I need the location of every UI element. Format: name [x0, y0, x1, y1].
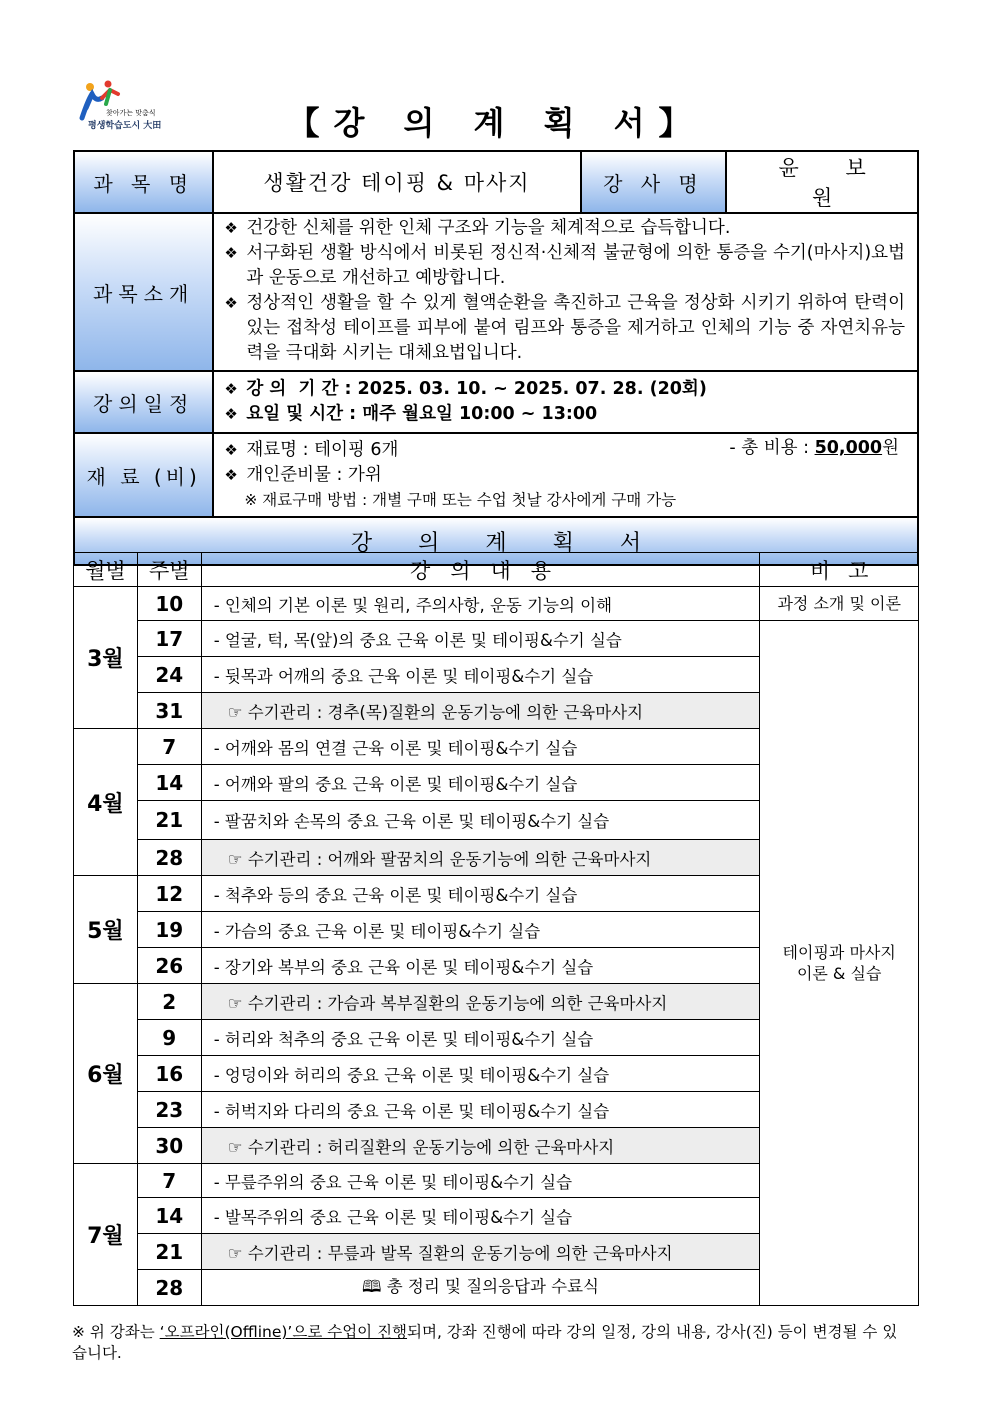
table-row	[74, 621, 919, 657]
week-cell: 17	[137, 621, 201, 657]
materials-personal: ❖ 개인준비물 : 가위	[224, 463, 907, 488]
content-cell: - 허리와 척추의 중요 근육 이론 및 테이핑&수기 실습	[201, 1020, 760, 1056]
week-cell: 31	[137, 693, 201, 729]
materials-label: 재 료 (비)	[74, 433, 213, 517]
month-cell: 4월	[74, 729, 138, 876]
content-cell: - 허벅지와 다리의 중요 근육 이론 및 테이핑&수기 실습	[201, 1092, 760, 1128]
content-cell: ☞ 수기관리 : 허리질환의 운동기능에 의한 근육마사지	[201, 1128, 760, 1164]
content-cell: 🕮 총 정리 및 질의응답과 수료식	[201, 1270, 760, 1306]
content-cell: - 뒷목과 어깨의 중요 근육 이론 및 테이핑&수기 실습	[201, 657, 760, 693]
content-cell: ☞ 수기관리 : 가슴과 복부질환의 운동기능에 의한 근육마사지	[201, 984, 760, 1020]
content-cell: - 발목주위의 중요 근육 이론 및 테이핑&수기 실습	[201, 1198, 760, 1234]
content-cell: ☞ 수기관리 : 어깨와 팔꿈치의 운동기능에 의한 근육마사지	[201, 840, 760, 876]
logo-tagline: 찾아가는 맞춤식	[106, 109, 156, 117]
week-cell: 21	[137, 1234, 201, 1270]
week-cell: 19	[137, 912, 201, 948]
content-cell: - 무릎주위의 중요 근육 이론 및 테이핑&수기 실습	[201, 1164, 760, 1198]
content-cell: ☞ 수기관리 : 경추(목)질환의 운동기능에 의한 근육마사지	[201, 693, 760, 729]
cost-unit: 원	[882, 438, 899, 458]
week-cell: 30	[137, 1128, 201, 1164]
week-cell: 12	[137, 876, 201, 912]
intro-label: 과목소개	[74, 213, 213, 371]
week-cell: 7	[137, 729, 201, 765]
content-cell: - 어깨와 몸의 연결 근육 이론 및 테이핑&수기 실습	[201, 729, 760, 765]
schedule-period: ❖ 강 의 기 간 : 2025. 03. 10. ~ 2025. 07. 28. (20회)	[224, 377, 907, 402]
materials-name: ❖ 재료명 : 테이핑 6개	[224, 438, 907, 463]
week-cell: 14	[137, 1198, 201, 1234]
week-cell: 14	[137, 765, 201, 801]
week-cell: 28	[137, 840, 201, 876]
content-cell: - 얼굴, 턱, 목(앞)의 중요 근육 이론 및 테이핑&수기 실습	[201, 621, 760, 657]
header-remark: 비고	[760, 553, 919, 587]
content-cell: ☞ 수기관리 : 무릎과 발목 질환의 운동기능에 의한 근육마사지	[201, 1234, 760, 1270]
instructor-value: 윤 보 원	[726, 151, 918, 213]
footer-part3: 되며, 강좌 진행에 따라 강의 일정, 강의 내용, 강사(진) 등이 변경될 수 있습니다.	[72, 1323, 898, 1362]
remark-cell: 과정 소개 및 이론	[760, 587, 919, 621]
month-cell: 7월	[74, 1164, 138, 1306]
footer-note	[72, 1322, 912, 1364]
header-week: 주별	[137, 553, 201, 587]
schedule-content	[213, 371, 918, 433]
course-info-table	[73, 150, 919, 566]
intro-item: ❖ 정상적인 생활을 할 수 있게 혈액순환을 촉진하고 근육을 정상화 시키기 위하여 탄력이 있는 접착성 테이프를 피부에 붙여 림프와 통증을 제거하고 인체의 기능 중 자연치유능력을 극대화 시키는 대체요법입니다.	[224, 291, 905, 366]
content-cell: - 팔꿈치와 손목의 중요 근육 이론 및 테이핑&수기 실습	[201, 801, 760, 840]
month-cell: 6월	[74, 984, 138, 1164]
week-cell: 24	[137, 657, 201, 693]
content-cell: - 어깨와 팔의 중요 근육 이론 및 테이핑&수기 실습	[201, 765, 760, 801]
remark-line: 이론 & 실습	[796, 964, 882, 983]
intro-item: ❖ 서구화된 생활 방식에서 비롯된 정신적·신체적 불균형에 의한 통증을 수기(마사지)요법과 운동으로 개선하고 예방합니다.	[224, 241, 905, 291]
intro-item: ❖ 건강한 신체를 위한 인체 구조와 기능을 체계적으로 습득합니다.	[224, 216, 905, 241]
week-cell: 28	[137, 1270, 201, 1306]
content-cell: - 가슴의 중요 근육 이론 및 테이핑&수기 실습	[201, 912, 760, 948]
week-cell: 26	[137, 948, 201, 984]
lecture-plan-table	[73, 552, 919, 1306]
plan-title: 강의계획서	[74, 517, 918, 565]
content-cell: - 척추와 등의 중요 근육 이론 및 테이핑&수기 실습	[201, 876, 760, 912]
week-cell: 23	[137, 1092, 201, 1128]
logo-name: 평생학습도시 大田	[88, 121, 162, 131]
subject-value: 생활건강 테이핑 & 마사지	[213, 151, 580, 213]
month-cell: 3월	[74, 587, 138, 729]
remark-cell-merged	[760, 621, 919, 1306]
cost-label: - 총 비용 :	[729, 438, 809, 458]
schedule-time: ❖ 요일 및 시간 : 매주 월요일 10:00 ~ 13:00	[224, 402, 907, 427]
subject-label: 과 목 명	[74, 151, 213, 213]
week-cell: 16	[137, 1056, 201, 1092]
table-row	[74, 587, 919, 621]
instructor-label: 강 사 명	[581, 151, 727, 213]
header-month: 월별	[74, 553, 138, 587]
footer-part2: ‘오프라인(Offline)’으로 수업이 진행	[159, 1323, 408, 1341]
month-cell: 5월	[74, 876, 138, 984]
content-cell: - 장기와 복부의 중요 근육 이론 및 테이핑&수기 실습	[201, 948, 760, 984]
week-cell: 9	[137, 1020, 201, 1056]
schedule-label: 강의일정	[74, 371, 213, 433]
materials-note: ※ 재료구매 방법 : 개별 구매 또는 수업 첫날 강사에게 구매 가능	[244, 490, 677, 509]
content-cell: - 엉덩이와 허리의 중요 근육 이론 및 테이핑&수기 실습	[201, 1056, 760, 1092]
materials-content	[213, 433, 918, 517]
intro-content	[213, 213, 918, 371]
week-cell: 10	[137, 587, 201, 621]
remark-line: 테이핑과 마사지	[782, 943, 896, 962]
content-cell: - 인체의 기본 이론 및 원리, 주의사항, 운동 기능의 이해	[201, 587, 760, 621]
page-title: 【강 의 계 획 서】	[287, 104, 705, 142]
week-cell: 7	[137, 1164, 201, 1198]
week-cell: 2	[137, 984, 201, 1020]
week-cell: 21	[137, 801, 201, 840]
cost-value: 50,000	[814, 438, 883, 458]
header-content: 강의내용	[201, 553, 760, 587]
materials-cost	[729, 436, 899, 461]
footer-part1: ※ 위 강좌는	[72, 1323, 160, 1341]
